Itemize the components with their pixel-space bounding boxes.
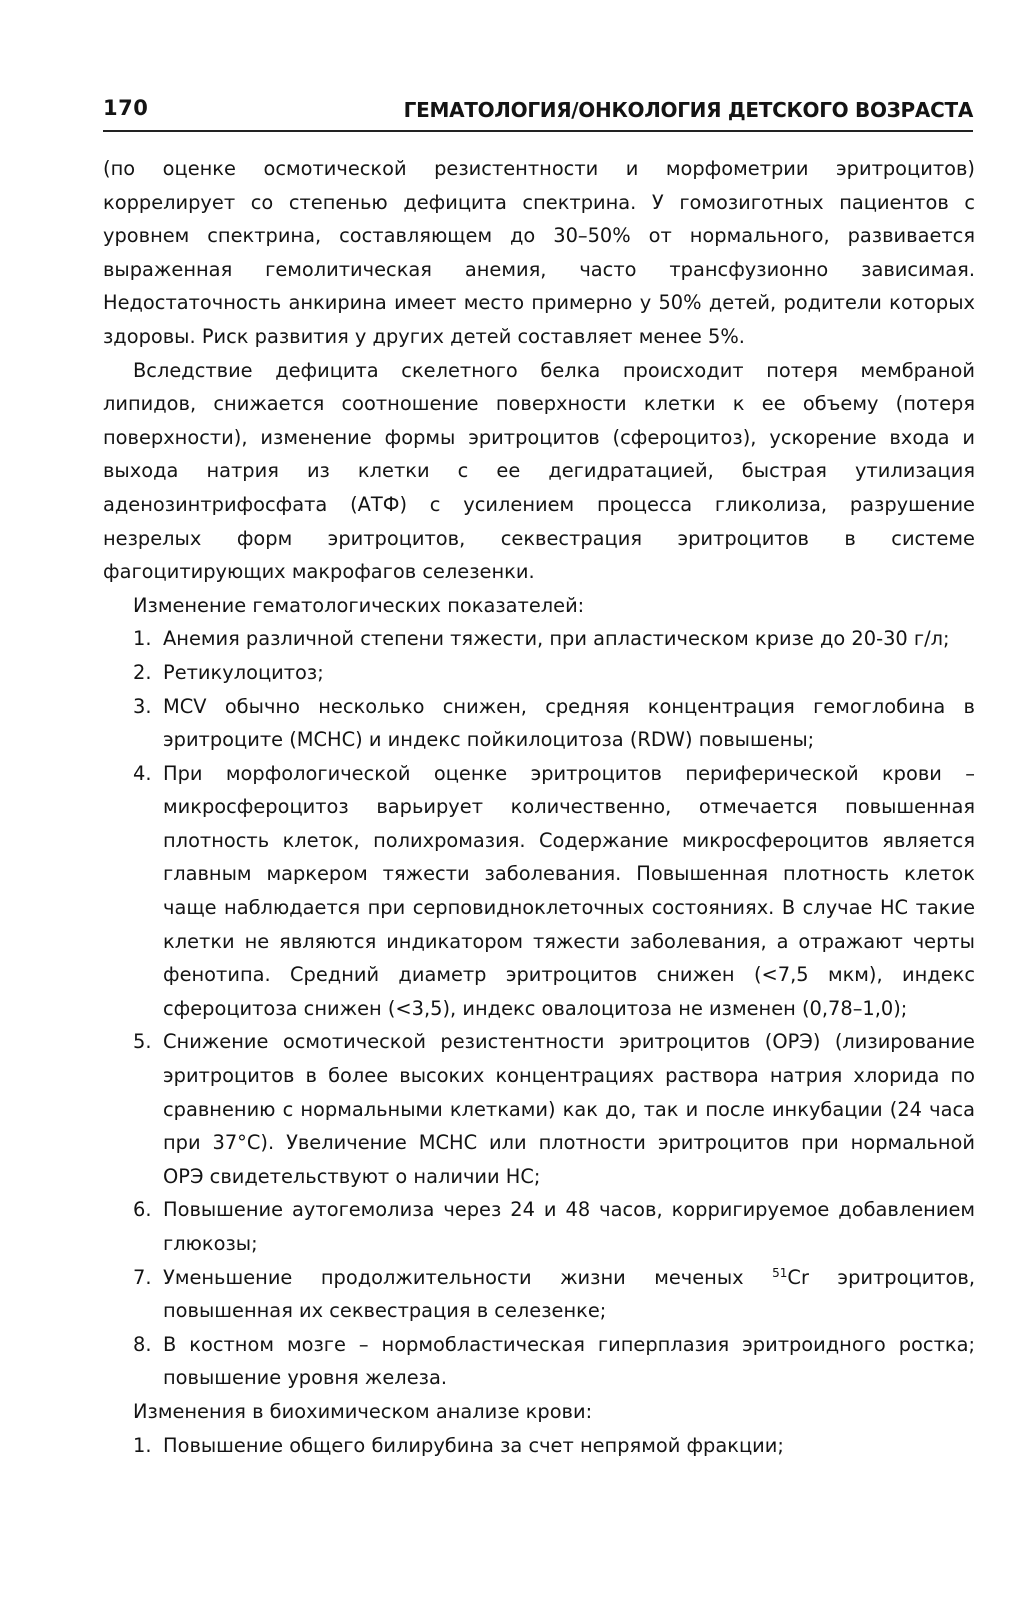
item-text-after: Cr эритроцитов, повышенная их секвестрация в селезенке; [163, 1265, 975, 1323]
item-number: 1. [133, 1433, 152, 1457]
item-number: 3. [133, 694, 152, 718]
item-text: MCV обычно несколько снижен, средняя концентрация гемоглобина в эритроците (МСНС) и индекс пойкилоцитоза (RDW) повышены; [163, 694, 975, 752]
item-text: В костном мозге – нормобластическая гиперплазия эритроидного ростка; повышение уровня железа. [163, 1332, 975, 1390]
list-item [103, 622, 975, 656]
running-title: ГЕМАТОЛОГИЯ/ОНКОЛОГИЯ ДЕТСКОГО ВОЗРАСТА [403, 98, 973, 122]
item-text: Снижение осмотической резистентности эритроцитов (ОРЭ) (лизирование эритроцитов в более высоких концентрациях раствора натрия хлорида по сравнению с нормальными клетками) как до, так и после инкубации (24 часа при 37°С). Увеличение МСНС или плотности эритроцитов при нормальной ОРЭ свидетельствуют о наличии НС; [163, 1030, 975, 1188]
list-item [103, 1328, 975, 1395]
biochemistry-list [103, 1429, 975, 1463]
item-text: Повышение общего билирубина за счет непрямой фракции; [163, 1433, 784, 1457]
item-number: 5. [133, 1030, 152, 1054]
item-number: 1. [133, 627, 152, 651]
list-item [103, 1261, 975, 1328]
page-body [103, 152, 975, 1462]
item-number: 7. [133, 1265, 152, 1289]
isotope-superscript: 51 [772, 1265, 788, 1280]
item-number: 2. [133, 660, 152, 684]
list-item [103, 757, 975, 1026]
page-header [103, 96, 973, 132]
item-text: Повышение аутогемолиза через 24 и 48 часов, корригируемое добавлением глюкозы; [163, 1198, 975, 1255]
paragraph: Вследствие дефицита скелетного белка происходит потеря мембраной липидов, снижается соотношение поверхности клетки к ее объему (потеря поверхности), изменение формы эритроцитов (сфероцитоз), ускорение входа и выхода натрия из клетки с ее дегидратацией, быстрая утилизация аденозинтрифосфата (АТФ) с усилением процесса гликолиза, разрушение незрелых форм эритроцитов, секвестрация эритроцитов в системе фагоцитирующих макрофагов селезенки. [103, 358, 975, 584]
item-text: Анемия различной степени тяжести, при апластическом кризе до 20-30 г/л; [163, 627, 950, 651]
item-number: 4. [133, 761, 152, 785]
hematology-list [103, 622, 975, 1395]
item-number: 8. [133, 1332, 152, 1356]
list-item [103, 1193, 975, 1260]
item-text: При морфологической оценке эритроцитов периферической крови – микросфероцитоз варьирует количественно, отмечается повышенная плотность клеток, полихромазия. Содержание микросфероцитов является главным маркером тяжести заболевания. Повышенная плотность клеток чаще наблюдается при серповидноклеточных состояниях. В случае НС такие клетки не являются индикатором тяжести заболевания, а отражают черты фенотипа. Средний диаметр эритроцитов снижен (<7,5 мкм), индекс сфероцитоза снижен (<3,5), индекс овалоцитоза не изменен (0,78–1,0); [163, 761, 975, 1020]
section-heading-hematology: Изменение гематологических показателей: [133, 593, 585, 617]
page-number: 170 [103, 96, 149, 120]
section-heading-biochemistry: Изменения в биохимическом анализе крови: [133, 1399, 593, 1423]
item-number: 6. [133, 1198, 152, 1222]
item-text-before: Уменьшение продолжительности жизни меченых [163, 1265, 773, 1289]
item-text: Ретикулоцитоз; [163, 660, 324, 684]
list-item [103, 690, 975, 757]
list-item [103, 1429, 975, 1463]
list-item [103, 1025, 975, 1193]
paragraph-continuation: (по оценке осмотической резистентности и морфометрии эритроцитов) коррелирует со степенью дефицита спектрина. У гомозиготных пациентов с уровнем спектрина, составляющем до 30–50% от нормального, развивается выраженная гемолитическая анемия, часто трансфузионно зависимая. Недостаточность анкирина имеет место примерно у 50% детей, родители которых здоровы. Риск развития у других детей составляет менее 5%. [103, 157, 975, 348]
list-item [103, 656, 975, 690]
